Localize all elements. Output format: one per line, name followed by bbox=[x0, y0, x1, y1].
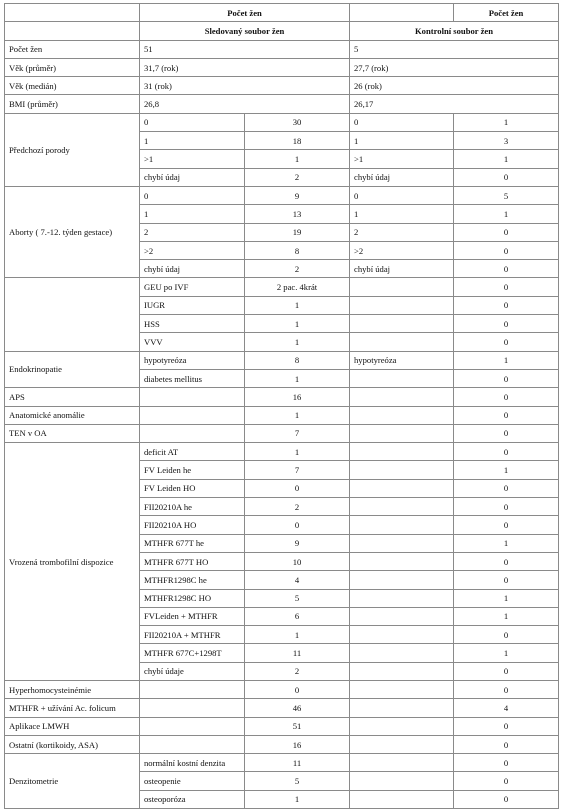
kontrolni-value: 1 bbox=[454, 113, 559, 131]
table-row bbox=[5, 186, 559, 204]
kontrolni-value: 0 bbox=[454, 296, 559, 314]
kontrolni-value: 0 bbox=[454, 479, 559, 497]
sub-label: FII20210A + MTHFR bbox=[140, 626, 245, 644]
kontrolni-label bbox=[350, 333, 454, 351]
sledovany-value: 51 bbox=[140, 40, 350, 58]
sledovany-value: 51 bbox=[245, 717, 350, 735]
row-label: BMI (průměr) bbox=[5, 95, 140, 113]
table-row bbox=[5, 717, 559, 735]
table-row bbox=[5, 443, 559, 461]
sub-label: HSS bbox=[140, 315, 245, 333]
sub-label: FII20210A he bbox=[140, 498, 245, 516]
sledovany-value: 1 bbox=[245, 443, 350, 461]
kontrolni-label bbox=[350, 589, 454, 607]
group-label-empty bbox=[5, 278, 140, 351]
sub-label: FV Leiden he bbox=[140, 461, 245, 479]
kontrolni-value: 1 bbox=[454, 534, 559, 552]
kontrolni-value: 0 bbox=[454, 406, 559, 424]
kontrolni-label: hypotyreóza bbox=[350, 351, 454, 369]
table-row bbox=[5, 40, 559, 58]
kontrolni-label bbox=[350, 717, 454, 735]
group-label-trombofilie: Vrozená trombofilní dispozice bbox=[5, 443, 140, 681]
sledovany-value: 1 bbox=[245, 150, 350, 168]
kontrolni-value: 1 bbox=[454, 205, 559, 223]
sledovany-value: 8 bbox=[245, 241, 350, 259]
kontrolni-label: >1 bbox=[350, 150, 454, 168]
table-row bbox=[5, 95, 559, 113]
sledovany-value: 31 (rok) bbox=[140, 77, 350, 95]
sledovany-value: 0 bbox=[245, 516, 350, 534]
sub-label: MTHFR1298C he bbox=[140, 571, 245, 589]
sledovany-value: 26,8 bbox=[140, 95, 350, 113]
sledovany-value: 46 bbox=[245, 699, 350, 717]
table-row bbox=[5, 424, 559, 442]
sub-label: >2 bbox=[140, 241, 245, 259]
sledovany-value: 1 bbox=[245, 790, 350, 808]
sub-label bbox=[140, 735, 245, 753]
kontrolni-value: 0 bbox=[454, 735, 559, 753]
kontrolni-value: 0 bbox=[454, 424, 559, 442]
sledovany-value: 1 bbox=[245, 333, 350, 351]
table-row bbox=[5, 58, 559, 76]
kontrolni-value: 1 bbox=[454, 607, 559, 625]
kontrolni-label bbox=[350, 296, 454, 314]
empty-cell bbox=[350, 4, 454, 22]
sledovany-value: 7 bbox=[245, 424, 350, 442]
kontrolni-label: chybí údaj bbox=[350, 168, 454, 186]
empty-cell bbox=[5, 22, 140, 40]
sledovany-value: 18 bbox=[245, 132, 350, 150]
sub-label: hypotyreóza bbox=[140, 351, 245, 369]
empty-cell bbox=[5, 4, 140, 22]
row-label: TEN v OA bbox=[5, 424, 140, 442]
sub-label bbox=[140, 406, 245, 424]
sledovany-value: 5 bbox=[245, 772, 350, 790]
kontrolni-label bbox=[350, 699, 454, 717]
kontrolni-label: 0 bbox=[350, 113, 454, 131]
kontrolni-value: 1 bbox=[454, 589, 559, 607]
kontrolni-label bbox=[350, 498, 454, 516]
kontrolni-label bbox=[350, 461, 454, 479]
row-label: Ostatní (kortikoidy, ASA) bbox=[5, 735, 140, 753]
kontrolni-label: 1 bbox=[350, 205, 454, 223]
sub-label: chybí údaj bbox=[140, 168, 245, 186]
sub-label: normální kostní denzita bbox=[140, 754, 245, 772]
sub-label: osteopenie bbox=[140, 772, 245, 790]
kontrolni-label bbox=[350, 315, 454, 333]
kontrolni-label bbox=[350, 388, 454, 406]
kontrolni-label bbox=[350, 443, 454, 461]
kontrolni-label: 2 bbox=[350, 223, 454, 241]
table-row bbox=[5, 406, 559, 424]
row-label: APS bbox=[5, 388, 140, 406]
table-row bbox=[5, 735, 559, 753]
sledovany-value: 2 pac. 4krát bbox=[245, 278, 350, 296]
row-label: Hyperhomocysteinémie bbox=[5, 680, 140, 698]
kontrolni-value: 0 bbox=[454, 772, 559, 790]
document-page bbox=[4, 3, 559, 809]
sledovany-value: 10 bbox=[245, 552, 350, 570]
kontrolni-value: 1 bbox=[454, 351, 559, 369]
kontrolni-value: 3 bbox=[454, 132, 559, 150]
row-label: MTHFR + užívání Ac. folicum bbox=[5, 699, 140, 717]
sub-label: MTHFR 677T he bbox=[140, 534, 245, 552]
group-label-denzitometrie: Denzitometrie bbox=[5, 754, 140, 809]
sub-label: 0 bbox=[140, 186, 245, 204]
kontrolni-value: 4 bbox=[454, 699, 559, 717]
sub-label: IUGR bbox=[140, 296, 245, 314]
row-label: Věk (medián) bbox=[5, 77, 140, 95]
sub-label bbox=[140, 699, 245, 717]
kontrolni-value: 0 bbox=[454, 790, 559, 808]
kontrolni-label bbox=[350, 552, 454, 570]
kontrolni-value: 0 bbox=[454, 443, 559, 461]
group-label-endokrinopatie: Endokrinopatie bbox=[5, 351, 140, 388]
group-label-aborty: Aborty ( 7.-12. týden gestace) bbox=[5, 186, 140, 277]
table-row bbox=[5, 113, 559, 131]
sub-label: MTHFR1298C HO bbox=[140, 589, 245, 607]
kontrolni-value: 0 bbox=[454, 369, 559, 387]
kontrolni-value: 1 bbox=[454, 461, 559, 479]
sub-label: diabetes mellitus bbox=[140, 369, 245, 387]
sub-label: 1 bbox=[140, 205, 245, 223]
sub-label bbox=[140, 680, 245, 698]
kontrolni-label bbox=[350, 754, 454, 772]
kontrolni-label: 1 bbox=[350, 132, 454, 150]
sledovany-value: 9 bbox=[245, 534, 350, 552]
kontrolni-label bbox=[350, 626, 454, 644]
col-header-pocet-zen: Počet žen bbox=[140, 4, 350, 22]
sledovany-value: 1 bbox=[245, 296, 350, 314]
sledovany-value: 8 bbox=[245, 351, 350, 369]
kontrolni-value: 0 bbox=[454, 662, 559, 680]
sledovany-value: 1 bbox=[245, 406, 350, 424]
kontrolni-label bbox=[350, 662, 454, 680]
kontrolni-label: >2 bbox=[350, 241, 454, 259]
row-label: Anatomické anomálie bbox=[5, 406, 140, 424]
sledovany-value: 31,7 (rok) bbox=[140, 58, 350, 76]
kontrolni-label bbox=[350, 644, 454, 662]
row-label: Počet žen bbox=[5, 40, 140, 58]
sub-label: FV Leiden HO bbox=[140, 479, 245, 497]
sub-label: VVV bbox=[140, 333, 245, 351]
kontrolni-label bbox=[350, 571, 454, 589]
kontrolni-label bbox=[350, 534, 454, 552]
kontrolni-label bbox=[350, 406, 454, 424]
kontrolni-label bbox=[350, 735, 454, 753]
kontrolni-value: 0 bbox=[454, 754, 559, 772]
row-label: Věk (průměr) bbox=[5, 58, 140, 76]
sub-label: chybí údaje bbox=[140, 662, 245, 680]
sledovany-value: 13 bbox=[245, 205, 350, 223]
kontrolni-value: 0 bbox=[454, 626, 559, 644]
sub-label: 1 bbox=[140, 132, 245, 150]
sub-label bbox=[140, 388, 245, 406]
kontrolni-value: 0 bbox=[454, 278, 559, 296]
kontrolni-value: 0 bbox=[454, 333, 559, 351]
sledovany-value: 30 bbox=[245, 113, 350, 131]
kontrolni-label bbox=[350, 278, 454, 296]
kontrolni-label bbox=[350, 424, 454, 442]
sledovany-value: 1 bbox=[245, 369, 350, 387]
sledovany-value: 1 bbox=[245, 315, 350, 333]
sledovany-value: 0 bbox=[245, 680, 350, 698]
kontrolni-value: 0 bbox=[454, 168, 559, 186]
sledovany-value: 16 bbox=[245, 388, 350, 406]
kontrolni-value: 0 bbox=[454, 571, 559, 589]
sledovany-value: 4 bbox=[245, 571, 350, 589]
kontrolni-value: 0 bbox=[454, 717, 559, 735]
kontrolni-value: 0 bbox=[454, 223, 559, 241]
row-label: Aplikace LMWH bbox=[5, 717, 140, 735]
kontrolni-value: 0 bbox=[454, 241, 559, 259]
kontrolni-value: 0 bbox=[454, 680, 559, 698]
kontrolni-label bbox=[350, 479, 454, 497]
sub-label: GEU po IVF bbox=[140, 278, 245, 296]
kontrolni-value: 1 bbox=[454, 150, 559, 168]
kontrolni-value: 1 bbox=[454, 644, 559, 662]
sub-label: 0 bbox=[140, 113, 245, 131]
table-row bbox=[5, 351, 559, 369]
sledovany-value: 2 bbox=[245, 662, 350, 680]
table-row bbox=[5, 388, 559, 406]
sledovany-value: 11 bbox=[245, 754, 350, 772]
sledovany-value: 9 bbox=[245, 186, 350, 204]
kontrolni-label bbox=[350, 607, 454, 625]
kontrolni-value: 0 bbox=[454, 260, 559, 278]
sledovany-value: 0 bbox=[245, 479, 350, 497]
sub-label: osteoporóza bbox=[140, 790, 245, 808]
kontrolni-label: chybí údaj bbox=[350, 260, 454, 278]
kontrolni-value: 26 (rok) bbox=[350, 77, 559, 95]
sledovany-value: 1 bbox=[245, 626, 350, 644]
sledovany-value: 5 bbox=[245, 589, 350, 607]
kontrolni-value: 0 bbox=[454, 552, 559, 570]
kontrolni-label bbox=[350, 516, 454, 534]
kontrolni-value: 5 bbox=[454, 186, 559, 204]
kontrolni-value: 0 bbox=[454, 516, 559, 534]
sub-label: deficit AT bbox=[140, 443, 245, 461]
header-row-1 bbox=[5, 4, 559, 22]
sub-label: 2 bbox=[140, 223, 245, 241]
sub-label: chybí údaj bbox=[140, 260, 245, 278]
sledovany-value: 7 bbox=[245, 461, 350, 479]
col-header-kontrolni: Kontrolní soubor žen bbox=[350, 22, 559, 40]
kontrolni-label bbox=[350, 369, 454, 387]
kontrolni-value: 0 bbox=[454, 315, 559, 333]
table-row bbox=[5, 754, 559, 772]
patient-table bbox=[4, 3, 559, 809]
table-row bbox=[5, 699, 559, 717]
sledovany-value: 2 bbox=[245, 498, 350, 516]
kontrolni-value: 26,17 bbox=[350, 95, 559, 113]
sub-label: FVLeiden + MTHFR bbox=[140, 607, 245, 625]
sub-label bbox=[140, 717, 245, 735]
table-row bbox=[5, 680, 559, 698]
sledovany-value: 6 bbox=[245, 607, 350, 625]
col-header-sledovany: Sledovaný soubor žen bbox=[140, 22, 350, 40]
group-label-porody: Předchozí porody bbox=[5, 113, 140, 186]
header-row-2 bbox=[5, 22, 559, 40]
kontrolni-value: 27,7 (rok) bbox=[350, 58, 559, 76]
kontrolni-label bbox=[350, 772, 454, 790]
kontrolni-label bbox=[350, 790, 454, 808]
sub-label: FII20210A HO bbox=[140, 516, 245, 534]
kontrolni-value: 0 bbox=[454, 388, 559, 406]
kontrolni-label bbox=[350, 680, 454, 698]
sledovany-value: 11 bbox=[245, 644, 350, 662]
sledovany-value: 2 bbox=[245, 168, 350, 186]
table-row bbox=[5, 278, 559, 296]
kontrolni-label: 0 bbox=[350, 186, 454, 204]
sledovany-value: 19 bbox=[245, 223, 350, 241]
sub-label bbox=[140, 424, 245, 442]
kontrolni-value: 5 bbox=[350, 40, 559, 58]
sledovany-value: 16 bbox=[245, 735, 350, 753]
table-row bbox=[5, 77, 559, 95]
sub-label: MTHFR 677C+1298T bbox=[140, 644, 245, 662]
sub-label: >1 bbox=[140, 150, 245, 168]
kontrolni-value: 0 bbox=[454, 498, 559, 516]
col-header-pocet-zen-kontrolni: Počet žen bbox=[454, 4, 559, 22]
sledovany-value: 2 bbox=[245, 260, 350, 278]
sub-label: MTHFR 677T HO bbox=[140, 552, 245, 570]
